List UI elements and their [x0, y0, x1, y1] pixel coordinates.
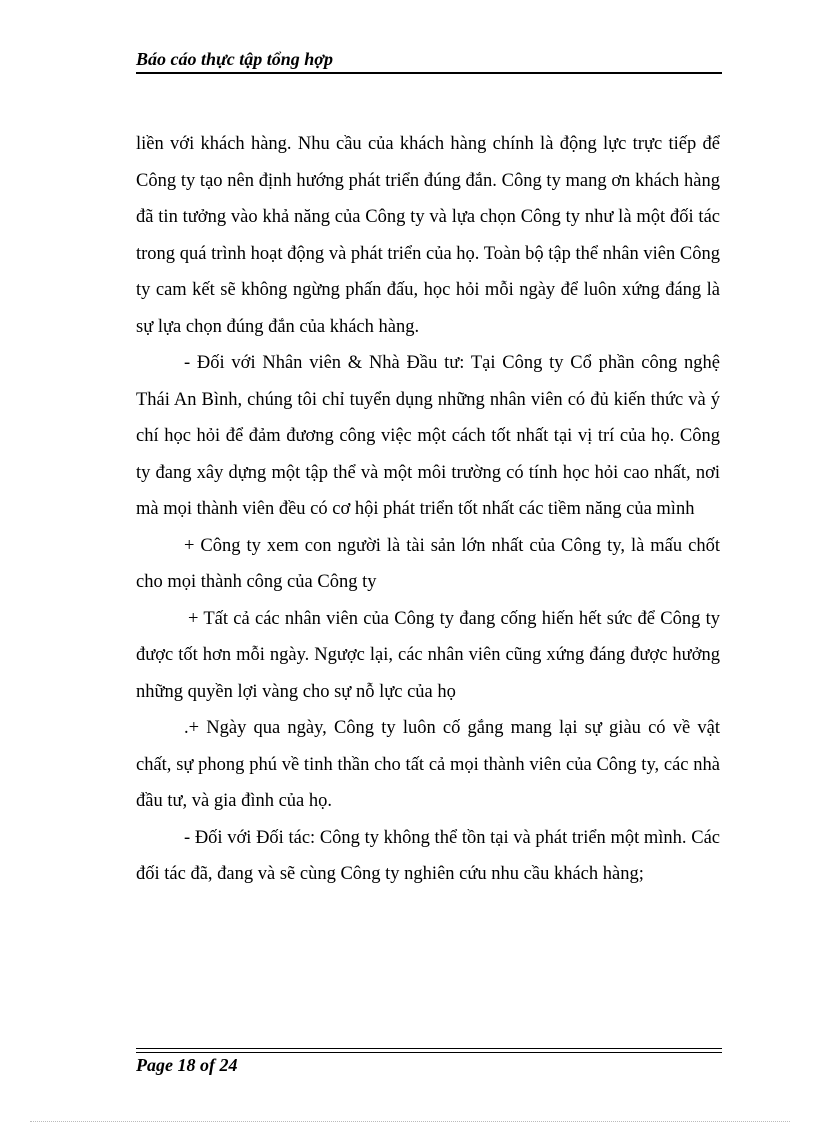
bullet-prosperity: .+ Ngày qua ngày, Công ty luôn cố gắng mang lại sự giàu có về vật chất, sự phong phú về tinh thần cho tất cả mọi thành viên của Công ty, các nhà đầu tư, và gia đình của họ.: [136, 718, 720, 811]
page-bottom-border: [30, 1121, 790, 1122]
footer-rule: [136, 1048, 722, 1053]
paragraph-partners: - Đối với Đối tác: Công ty không thể tồn tại và phát triển một mình. Các đối tác đã, đang và sẽ cùng Công ty nghiên cứu nhu cầu khách hàng;: [136, 827, 720, 884]
bullet-staff-dedication: + Tất cả các nhân viên của Công ty đang cống hiến hết sức để Công ty được tốt hơn mỗi ngày. Ngược lại, các nhân viên cũng xứng đáng được hưởng những quyền lợi vàng cho sự nỗ lực của họ: [136, 608, 720, 702]
bullet-people-asset: + Công ty xem con người là tài sản lớn nhất của Công ty, là mấu chốt cho mọi thành công của Công ty: [136, 535, 720, 592]
header-title: Báo cáo thực tập tổng hợp: [136, 49, 333, 69]
paragraph-customer-commitment: liền với khách hàng. Nhu cầu của khách hàng chính là động lực trực tiếp để Công ty tạo nên định hướng phát triển đúng đắn. Công ty mang ơn khách hàng đã tin tưởng vào khả năng của Công ty và lựa chọn Công ty như là một đối tác trong quá trình hoạt động và phát triển của họ. Toàn bộ tập thể nhân viên Công ty cam kết sẽ không ngừng phấn đấu, học hỏi mỗi ngày để luôn xứng đáng là sự lựa chọn đúng đắn của khách hàng.: [136, 134, 720, 337]
page-header: [136, 48, 722, 74]
page-number: Page 18 of 24: [136, 1055, 238, 1075]
document-body: [136, 126, 720, 893]
paragraph-employees-investors: - Đối với Nhân viên & Nhà Đầu tư: Tại Công ty Cổ phần công nghệ Thái An Bình, chúng tôi chỉ tuyển dụng những nhân viên có đủ kiến thức và ý chí học hỏi để đảm đương công việc một cách tốt nhất tại vị trí của họ. Công ty đang xây dựng một tập thể và một môi trường có tính học hỏi cao nhất, nơi mà mọi thành viên đều có cơ hội phát triển tốt nhất các tiềm năng của mình: [136, 353, 720, 519]
